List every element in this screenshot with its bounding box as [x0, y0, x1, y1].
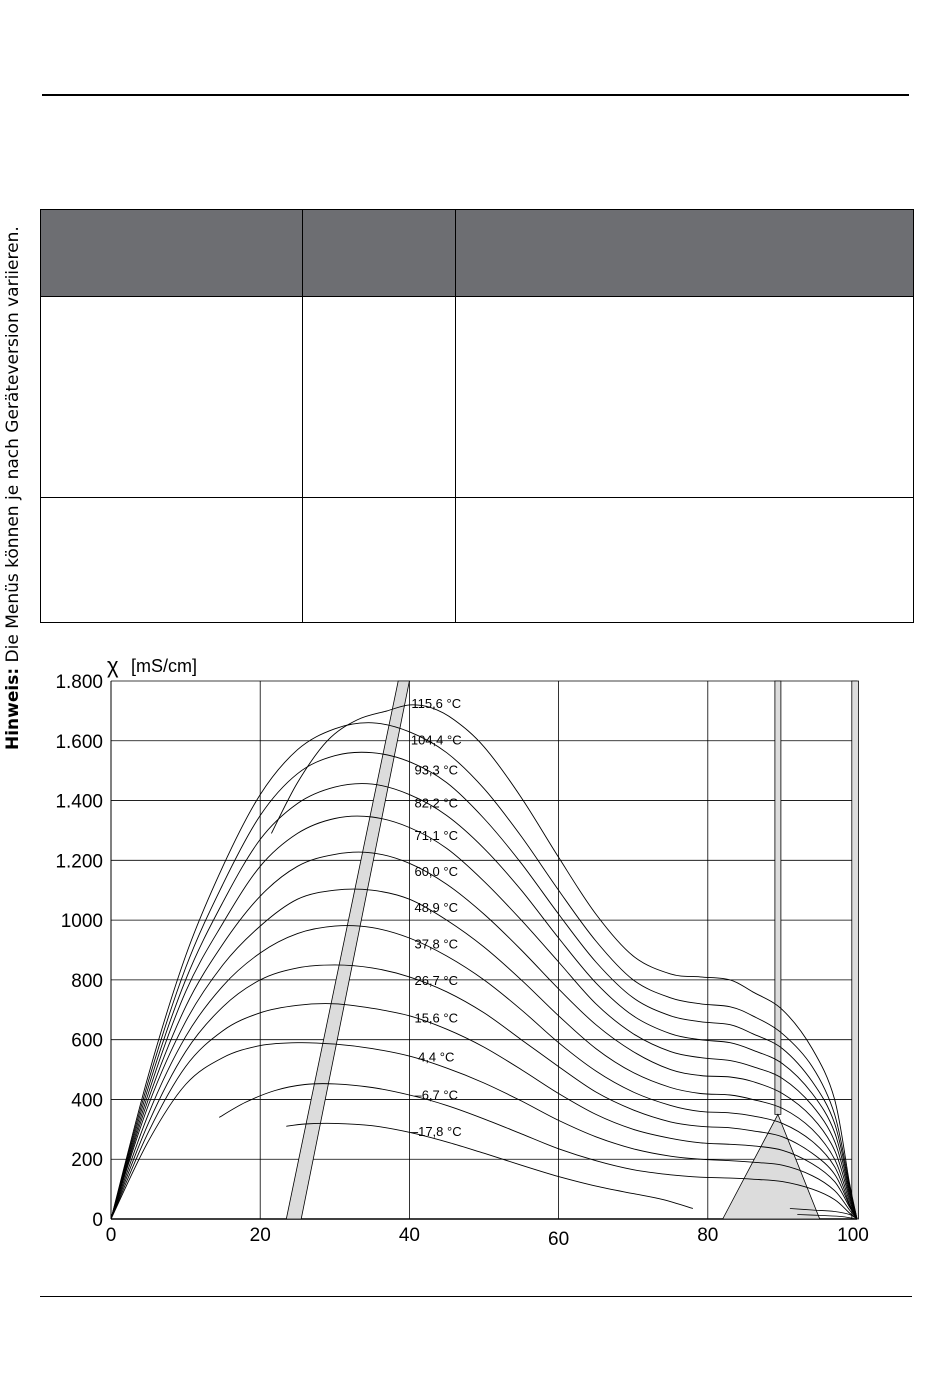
series-label: 37,8 °C	[414, 936, 458, 952]
series-label: 60,0 °C	[414, 864, 458, 880]
series-line	[111, 723, 857, 1219]
conductivity-chart	[0, 630, 950, 1270]
series-line	[111, 852, 857, 1219]
chart-band-vertical	[852, 681, 859, 1219]
series-label: 82,2 °C	[414, 795, 458, 811]
chart-series-labels	[411, 696, 462, 1139]
series-label: 71,1 °C	[414, 828, 458, 844]
y-tick-label: 800	[71, 970, 103, 992]
y-tick-label: 1.400	[55, 791, 103, 813]
table-header-cell	[456, 210, 914, 297]
series-label: 104,4 °C	[410, 732, 462, 748]
y-tick-label: 600	[71, 1030, 103, 1052]
chart-series	[111, 705, 857, 1219]
series-line	[286, 1123, 693, 1208]
table-cell	[303, 297, 456, 498]
series-label: 4,4 °C	[418, 1049, 455, 1065]
table-cell	[41, 297, 303, 498]
chart-band-triangle	[723, 1114, 820, 1219]
chart-bands	[286, 681, 858, 1219]
x-tick-label: 20	[249, 1225, 271, 1246]
series-label: 48,9 °C	[414, 899, 458, 915]
y-tick-label: 0	[92, 1210, 103, 1231]
side-note-label: Hinweis:	[3, 667, 23, 750]
table-cell	[303, 498, 456, 623]
table-row	[41, 498, 914, 623]
y-tick-label: 200	[71, 1150, 103, 1172]
side-note-text: Die Menüs können je nach Geräteversion variieren.	[3, 226, 23, 663]
chart-band-vertical	[775, 681, 781, 1114]
series-line	[111, 889, 857, 1219]
series-label: –6,7 °C	[414, 1087, 458, 1103]
y-tick-label: 1.200	[55, 851, 103, 873]
series-label: 26,7 °C	[414, 972, 458, 988]
y-tick-label: 1000	[60, 911, 103, 933]
bottom-rule	[40, 1296, 912, 1297]
chart-band-diagonal	[286, 681, 409, 1219]
table-cell	[456, 297, 914, 498]
series-label: –17,8 °C	[410, 1123, 462, 1139]
y-axis-unit: [mS/cm]	[131, 656, 197, 676]
x-tick-label: 60	[548, 1229, 570, 1250]
chart-tick-labels	[55, 672, 868, 1250]
table-cell	[41, 498, 303, 623]
menu-table	[40, 209, 914, 623]
series-line	[111, 816, 857, 1219]
table-row	[41, 297, 914, 498]
series-label: 15,6 °C	[414, 1010, 458, 1026]
y-tick-label: 1.600	[55, 731, 103, 753]
table-cell	[456, 498, 914, 623]
x-tick-label: 100	[837, 1225, 869, 1246]
series-line	[111, 926, 857, 1219]
series-label: 93,3 °C	[414, 762, 458, 778]
table-header-cell	[303, 210, 456, 297]
table-header-row	[41, 210, 914, 297]
x-tick-label: 40	[398, 1225, 420, 1246]
y-tick-label: 1.800	[55, 672, 103, 693]
y-axis-symbol: χ	[107, 653, 119, 678]
chart-grid	[111, 681, 857, 1219]
series-line	[111, 784, 857, 1219]
top-rule	[42, 94, 909, 96]
series-label: 115,6 °C	[411, 695, 462, 711]
table-header-cell	[41, 210, 303, 297]
y-tick-label: 400	[71, 1090, 103, 1112]
x-tick-label: 80	[697, 1225, 719, 1246]
x-tick-label: 0	[105, 1225, 117, 1246]
